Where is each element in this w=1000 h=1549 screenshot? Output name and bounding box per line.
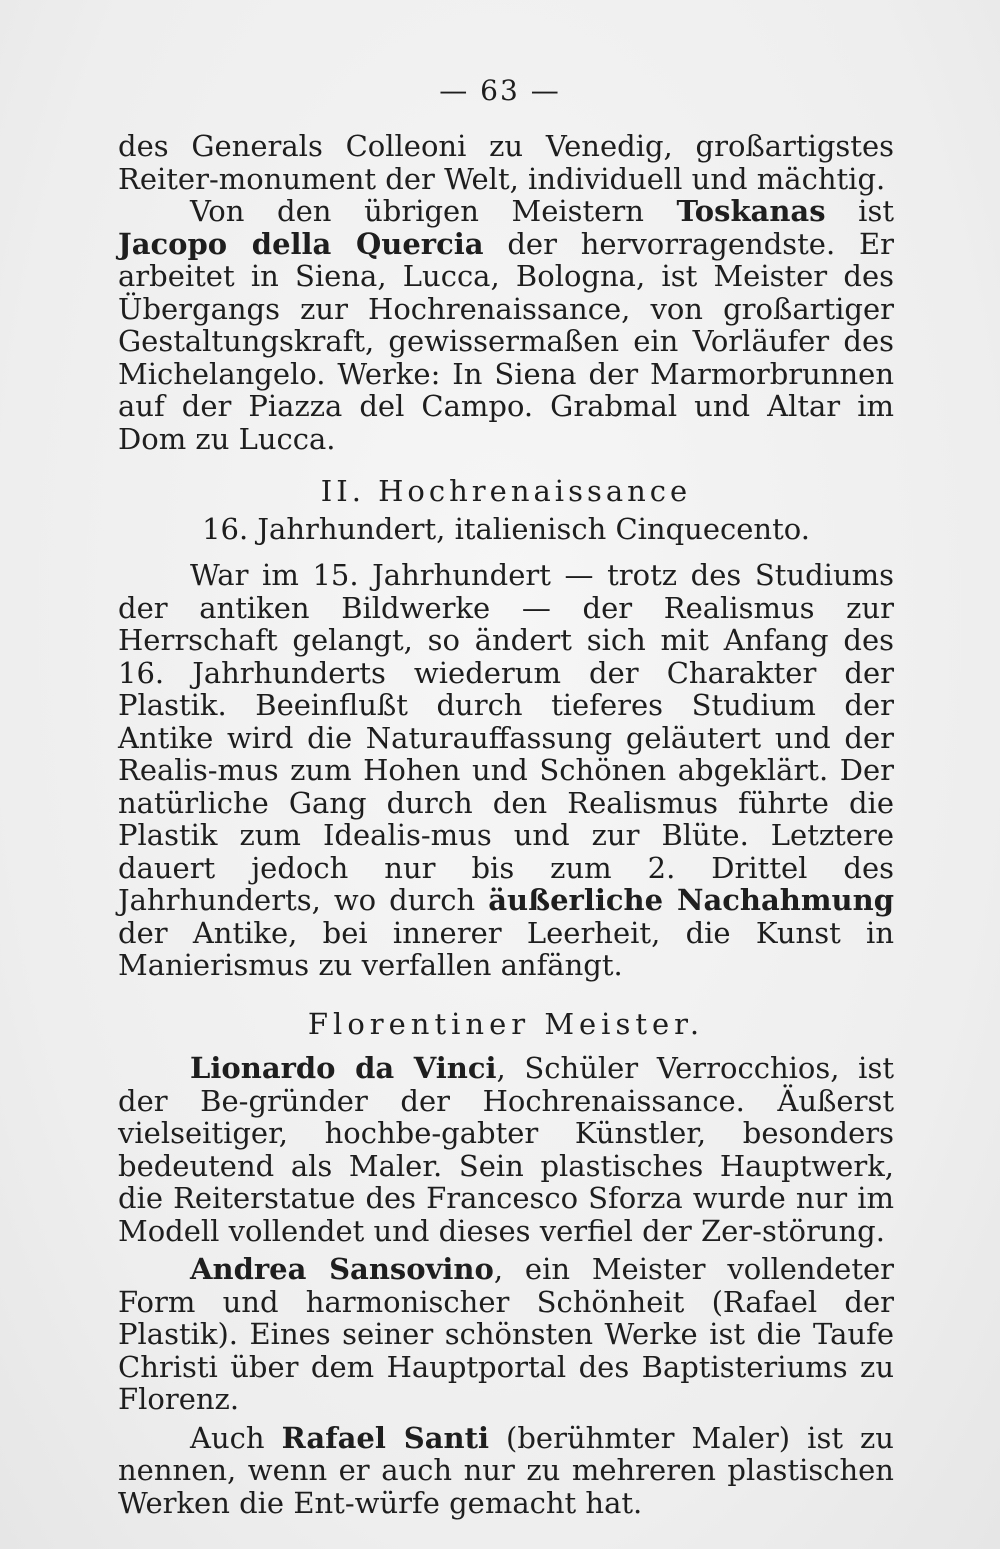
text-run: (berühmter Maler) ist zu nennen, wenn er auch nur zu mehreren plastischen Werken die Ent-würfe gemacht hat. <box>118 1420 894 1520</box>
emphasis-jacopo-della-quercia: Jacopo della Quercia <box>118 226 484 261</box>
text-run: War im 15. Jahrhundert — trotz des Studiums der antiken Bildwerke — der Realismus zur Herrschaft gelangt, so ändert sich mit Anfang des 16. Jahrhunderts wiederum der Charakter der Plastik. Beeinflußt durch tieferes Studium der Antike wird die Naturauffassung geläutert und der Realis-mus zum Hohen und Schönen abgeklärt. Der natürliche Gang durch den Realismus führte die Plastik zum Idealis-mus und zur Blüte. Letztere dauert jedoch nur bis zum 2. Drittel des Jahrhunderts, wo durch <box>118 558 894 917</box>
text-run: der hervorragendste. Er arbeitet in Siena, Lucca, Bologna, ist Meister des Übergangs zur Hochrenaissance, von großartiger Gestaltungskraft, gewissermaßen ein Vorläufer des Michelangelo. Werke: In Siena der Marmorbrunnen auf der Piazza del Campo. Grabmal und Altar im Dom zu Lucca. <box>118 226 894 456</box>
emphasis-toskanas: Toskanas <box>676 194 826 228</box>
spacer <box>118 545 894 559</box>
spacer <box>118 982 894 1008</box>
text-run: Auch <box>190 1420 282 1455</box>
masters-heading: Florentiner Meister. <box>307 1006 705 1041</box>
page-number: — 63 — <box>439 74 561 107</box>
text-run: ist <box>825 194 894 228</box>
section-heading: II. Hochrenaissance <box>320 474 692 508</box>
paragraph-colleoni <box>118 130 894 195</box>
paragraph-rafael <box>118 1422 894 1520</box>
emphasis-andrea-sansovino: Andrea Sansovino <box>190 1252 494 1286</box>
emphasis-nachahmung: äußerliche Nachahmung <box>488 883 894 917</box>
paragraph-della-quercia <box>118 195 894 455</box>
paragraph-hochrenaissance <box>118 559 894 982</box>
section-subheading: 16. Jahrhundert, italienisch Cinquecento. <box>202 511 810 546</box>
text-run: , Schüler Verrocchios, ist der Be-gründer der Hochrenaissance. Äußerst vielseitiger, hochbe-gabter Künstler, besonders bedeutend als Maler. Sein plastisches Hauptwerk, die Reiterstatue des Francesco Sforza wurde nur im Modell vollendet und dieses verfiel der Zer-störung. <box>118 1051 894 1248</box>
emphasis-lionardo-da-vinci: Lionardo da Vinci <box>190 1051 497 1085</box>
text-run: Von den übrigen Meistern <box>190 194 677 228</box>
paragraph-lionardo <box>118 1052 894 1247</box>
text-run: , ein Meister vollendeter Form und harmonischer Schönheit (Rafael der Plastik). Eines seiner schönsten Werke ist die Taufe Christi über dem Hauptportal des Baptisteriums zu Florenz. <box>118 1252 894 1416</box>
text-run: des Generals Colleoni zu Venedig, großartigstes Reiter-monument der Welt, individuell und mächtig. <box>118 129 894 196</box>
emphasis-rafael-santi: Rafael Santi <box>281 1420 490 1455</box>
text-run: der Antike, bei innerer Leerheit, die Kunst in Manierismus zu verfallen anfängt. <box>118 915 894 982</box>
paragraph-sansovino <box>118 1253 894 1416</box>
spacer <box>118 455 894 475</box>
page-body <box>118 130 894 1519</box>
